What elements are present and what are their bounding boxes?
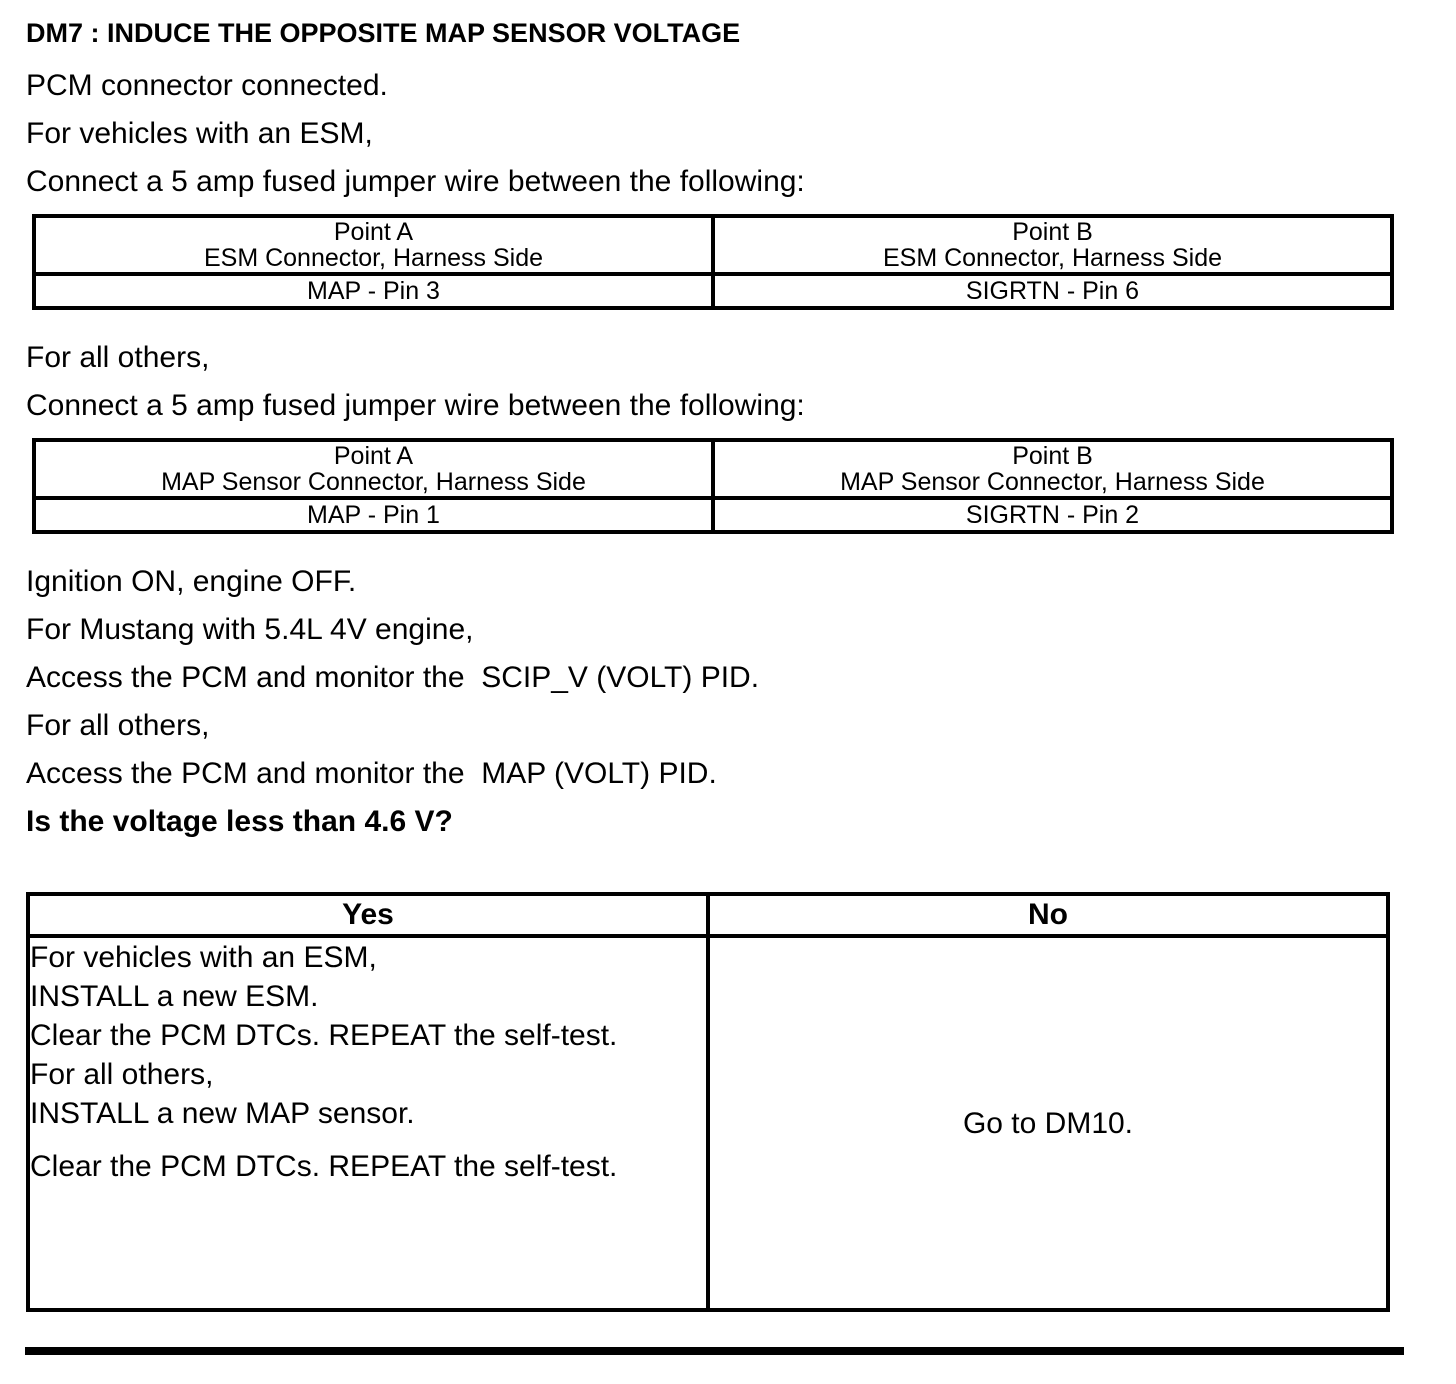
point-b-pin-cell: SIGRTN - Pin 2: [713, 498, 1392, 532]
yes-action-line: For all others,: [30, 1058, 214, 1091]
no-action-cell: [708, 936, 1388, 1310]
point-b-subtitle: MAP Sensor Connector, Harness Side: [840, 468, 1265, 496]
point-a-pin-cell: MAP - Pin 1: [34, 498, 713, 532]
point-a-title: Point A: [333, 218, 414, 246]
no-action-text: Go to DM10.: [962, 1106, 1134, 1140]
instruction-line: For vehicles with an ESM,: [26, 117, 373, 150]
table-row: [34, 274, 1392, 308]
decision-table: [26, 892, 1390, 1312]
point-a-header-cell: [34, 216, 713, 274]
table-row: [34, 498, 1392, 532]
instruction-line: For all others,: [26, 709, 210, 742]
table-header-row: [34, 440, 1392, 498]
no-header-cell: No: [708, 894, 1388, 936]
yes-action-cell: [28, 936, 708, 1310]
instruction-line: PCM connector connected.: [26, 69, 388, 102]
yes-header-cell: Yes: [28, 894, 708, 936]
point-a-pin-cell: MAP - Pin 3: [34, 274, 713, 308]
procedure-title: DM7 : INDUCE THE OPPOSITE MAP SENSOR VOLTAGE: [26, 18, 741, 48]
instruction-line: Connect a 5 amp fused jumper wire between the following:: [26, 389, 805, 422]
yes-action-line: INSTALL a new MAP sensor.: [30, 1097, 415, 1130]
point-a-subtitle: MAP Sensor Connector, Harness Side: [161, 468, 586, 496]
point-b-header-cell: [713, 440, 1392, 498]
point-a-title: Point A: [333, 442, 414, 470]
instruction-line: For all others,: [26, 341, 210, 374]
table-header-row: [34, 216, 1392, 274]
yes-action-line: Clear the PCM DTCs. REPEAT the self-test.: [30, 1019, 618, 1052]
point-b-pin-cell: SIGRTN - Pin 6: [713, 274, 1392, 308]
point-b-header-cell: [713, 216, 1392, 274]
point-b-subtitle: ESM Connector, Harness Side: [882, 244, 1223, 272]
point-a-header-cell: [34, 440, 713, 498]
decision-header-row: [28, 894, 1388, 936]
yes-action-line: INSTALL a new ESM.: [30, 980, 319, 1013]
yes-action-line: Clear the PCM DTCs. REPEAT the self-test.: [30, 1150, 618, 1183]
point-b-title: Point B: [1012, 442, 1093, 470]
point-b-title: Point B: [1012, 218, 1093, 246]
decision-body-row: [28, 936, 1388, 1310]
page-divider-rule: [25, 1347, 1404, 1355]
decision-question: Is the voltage less than 4.6 V?: [26, 805, 453, 838]
yes-action-line: For vehicles with an ESM,: [30, 941, 377, 974]
instruction-line: Access the PCM and monitor the MAP (VOLT) PID.: [26, 757, 717, 790]
esm-jumper-table: [32, 214, 1394, 310]
instruction-line: Ignition ON, engine OFF.: [26, 565, 357, 598]
instruction-line: For Mustang with 5.4L 4V engine,: [26, 613, 474, 646]
map-jumper-table: [32, 438, 1394, 534]
instruction-line: Connect a 5 amp fused jumper wire between the following:: [26, 165, 805, 198]
instruction-line: Access the PCM and monitor the SCIP_V (VOLT) PID.: [26, 661, 760, 694]
point-a-subtitle: ESM Connector, Harness Side: [203, 244, 544, 272]
